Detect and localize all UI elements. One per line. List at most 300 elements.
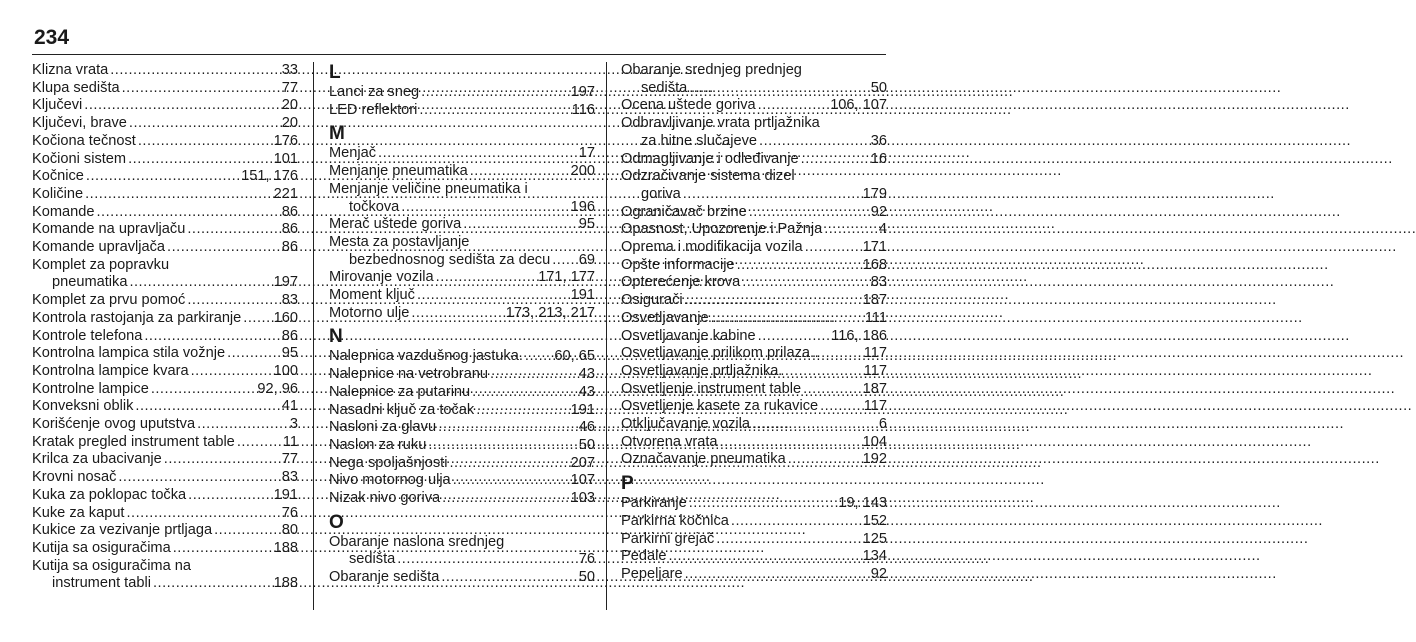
index-entry-pages: 36 [870,132,887,149]
index-entry-pages: 60, 65 [554,348,595,365]
dot-leader [685,292,861,310]
index-entry-term: Nalepnice na vetrobranu [329,366,489,383]
index-entry-line [621,495,887,513]
index-entry-term: Menjanje pneumatika [329,163,468,180]
dot-leader [118,469,279,487]
index-entry-term: Parkirni grejač [621,530,715,547]
index-entry [329,181,595,216]
dot-leader [780,363,861,381]
index-entry-pages: 83 [281,469,298,486]
index-entry-term: Konveksni oblik [32,398,134,415]
index-entry-line [32,381,298,399]
index-entry-pages: 92 [870,565,887,582]
index-entry-term: Parkirna kočnica [621,512,729,529]
index-entry [621,513,887,531]
index-entry-term: Komande [32,203,95,220]
index-entry [621,434,887,452]
index-entry-pages: 191 [570,401,595,418]
index-column-3 [621,62,887,584]
dot-leader [173,540,272,558]
index-entry-line [621,221,887,239]
index-entry-line [621,151,887,169]
dot-leader [788,451,861,469]
index-entry-term: Kontrolna lampice kvara [32,362,189,379]
index-entry-line [32,239,298,257]
index-entry [329,163,595,181]
index-entry-line [32,540,298,558]
dot-leader [436,269,537,287]
index-entry-term: Opterećenje krova [621,274,741,291]
index-entry-line [329,569,595,587]
dot-leader [463,216,577,234]
index-entry-pages: 107 [570,472,595,489]
index-entry-pages: 125 [862,530,887,547]
dot-leader [378,145,577,163]
index-entry-line [32,97,298,115]
index-entry-term: sedišta [641,79,688,96]
index-entry [32,434,298,452]
index-entry [621,204,887,222]
dot-leader [438,419,577,437]
index-entry-pages: 33 [281,62,298,78]
index-entry-line [621,531,887,549]
dot-leader [737,257,861,275]
index-entry [32,540,298,558]
index-entry-term: Kočioni sistem [32,150,127,167]
index-entry-term: Osvetljavanje prtljažnika [621,362,779,379]
index-entry-term: Odmagljivanje i odleđivanje [621,150,799,167]
dot-leader [689,80,869,98]
index-entry-pages: 46 [578,419,595,436]
index-entry-term: goriva [641,185,681,202]
index-entry-term: LED reflektori [329,101,418,118]
index-entry [621,398,887,416]
dot-leader [227,345,280,363]
dot-leader [122,80,280,98]
index-entry-term: Osvetljavanje [621,309,709,326]
index-entry-line [32,363,298,381]
dot-leader [110,62,280,80]
dot-leader [490,366,577,384]
index-entry-line [621,416,887,434]
index-entry-pages: 192 [862,451,887,468]
index-entry [621,328,887,346]
index-entry-line [329,163,595,181]
dot-leader [401,199,568,217]
index-entry-pages: 191 [570,287,595,304]
index-entry [621,416,887,434]
dot-leader [441,569,576,587]
dot-leader [749,204,869,222]
index-entry [329,348,595,366]
index-entry-term: Kočiona tečnost [32,132,136,149]
index-entry [32,257,298,292]
index-entry [32,186,298,204]
index-entry-term: Obaranje sedišta [329,569,440,586]
index-entry-term: Ograničavač brzine [621,203,747,220]
index-entry-pages: 11 [282,433,298,450]
index-entry [621,239,887,257]
dot-leader [397,551,577,569]
index-entry [32,451,298,469]
index-entry-term: Osvetljavanje kabine [621,327,756,344]
index-entry-pages: 151, 176 [241,168,298,185]
index-entry-term: Nizak nivo goriva [329,490,441,507]
index-entry-line [621,310,887,328]
index-entry-pages: 6 [878,416,887,433]
dot-leader [214,522,280,540]
index-entry [621,151,887,169]
index-entry [32,292,298,310]
index-entry [621,381,887,399]
index-entry-heading: Kutija sa osiguračima na [32,557,191,574]
index-entry-heading: Menjanje veličine pneumatika i [329,180,528,197]
index-entry [32,487,298,505]
index-entry-line [621,186,887,204]
index-entry [621,363,887,381]
index-entry-line [32,221,298,239]
index-entry-line [32,292,298,310]
index-entry-term: Lanci za sneg [329,84,420,100]
index-entry-line [329,455,595,473]
index-entry-pages: 134 [862,548,887,565]
index-entry [329,472,595,490]
index-entry-term: Nalepnice za putarinu [329,383,471,400]
index-entry [621,274,887,292]
index-entry [329,84,595,102]
index-entry-term: bezbednosnog sedišta za decu [349,251,551,268]
index-entry-term: Kuke za kaput [32,504,125,521]
index-entry [621,257,887,275]
index-entry-pages: 221 [273,185,298,202]
index-entry-term: Merač uštede goriva [329,216,462,233]
dot-leader [720,434,861,452]
index-entry-pages: 76 [281,504,298,521]
dot-leader [128,151,272,169]
index-entry-term: Kratak pregled instrument table [32,433,235,450]
dot-leader [237,434,281,452]
index-entry-line [32,186,298,204]
index-entry [329,437,595,455]
index-entry-line [329,287,595,305]
index-entry [621,62,887,97]
index-entry [329,145,595,163]
index-entry [329,455,595,473]
dot-leader [442,490,569,508]
index-entry-pages: 92, 96 [257,380,298,397]
dot-leader [472,384,577,402]
index-entry-term: Moment ključ [329,287,415,304]
index-entry-line [329,551,595,569]
index-entry [621,345,887,363]
index-entry [621,310,887,328]
index-entry [621,168,887,203]
index-entry [32,522,298,540]
index-entry-term: točkova [349,198,400,215]
index-entry-term: Komplet za prvu pomoć [32,292,186,309]
index-entry-term: Kočnice [32,168,84,185]
index-entry-pages: 16 [870,150,887,167]
index-entry-pages: 160 [273,309,298,326]
index-entry-pages: 77 [281,451,298,468]
index-entry-line [621,257,887,275]
index-entry-pages: 86 [281,221,298,238]
dot-leader [84,97,279,115]
index-entry [621,566,887,584]
index-entry-term: Otključavanje vozila [621,416,750,433]
index-entry-pages: 207 [570,454,595,471]
section-letter: L [329,62,341,83]
index-entry-line [329,102,595,120]
index-entry-term: Oprema i modifikacija vozila [621,239,803,256]
index-entry-line [329,366,595,384]
index-entry-term: sedišta [349,551,396,568]
index-entry [329,384,595,402]
index-entry-pages: 4 [878,221,887,238]
dot-leader [129,274,271,292]
index-entry-term: Označavanje pneumatika [621,451,786,468]
index-entry-line [621,204,887,222]
dot-leader [96,204,279,222]
section-letter: M [329,123,345,145]
index-entry-line [621,133,887,151]
index-entry [329,534,595,569]
index-entry-line [621,274,887,292]
index-entry-pages: 50 [578,436,595,453]
index-entry [329,216,595,234]
index-entry-term: Ocena uštede goriva [621,97,756,114]
index-entry-line [329,348,595,366]
index-entry-pages: 41 [281,398,298,415]
index-entry-line [32,487,298,505]
index-entry-pages: 200 [570,163,595,180]
index-entry-line [32,310,298,328]
index-entry-pages: 43 [578,366,595,383]
dot-leader [197,416,288,434]
index-entry-line [621,566,887,584]
dot-leader [167,239,280,257]
index-entry-term: Pepeljare [621,565,683,582]
dot-leader [187,292,279,310]
index-entry [621,451,887,469]
index-entry-line [32,328,298,346]
index-entry-pages: 92 [870,203,887,220]
index-entry-pages: 86 [281,239,298,256]
dot-leader [685,566,869,584]
index-entry-term: Menjač [329,145,377,162]
dot-leader [805,239,861,257]
dot-leader [138,133,272,151]
dot-leader [525,348,553,366]
index-entry-term: Ključevi, brave [32,115,127,132]
index-entry-line [32,345,298,363]
index-entry-pages: 101 [273,150,298,167]
dot-leader [86,168,239,186]
index-entry-term: Komande upravljača [32,239,166,256]
index-entry-pages: 83 [281,292,298,309]
index-entry-pages: 76 [578,551,595,568]
index-entry [32,381,298,399]
dot-leader [731,513,861,531]
dot-leader [453,472,569,490]
index-entry-term: Nega spoljašnjosti [329,454,448,471]
index-entry-term: Osvetljenje instrument table [621,380,802,397]
index-entry-pages: 77 [281,79,298,96]
index-entry-line [621,381,887,399]
index-entry [32,133,298,151]
index-entry-pages: 104 [862,433,887,450]
index-entry-term: Kontrole telefona [32,327,143,344]
index-entry [32,363,298,381]
dot-leader [243,310,271,328]
index-entry-pages: 20 [281,97,298,114]
index-entry [621,548,887,566]
index-entry-line [621,80,887,98]
index-entry [32,168,298,186]
index-entry-pages: 95 [578,216,595,233]
dot-leader [824,221,877,239]
index-entry-pages: 50 [870,79,887,96]
index-entry-line [621,513,887,531]
index-entry-pages: 196 [570,198,595,215]
dot-leader [803,381,861,399]
index-entry-pages: 100 [273,362,298,379]
dot-leader [820,398,862,416]
index-entry-pages: 50 [578,569,595,586]
index-entry-pages: 83 [870,274,887,291]
index-entry-term: Osvetljenje kasete za rukavice [621,398,819,415]
index-entry-pages: 188 [273,575,298,592]
index-entry-term: Kontrolne lampice [32,380,149,397]
index-entry [32,416,298,434]
index-entry-term: Kontrolna lampica stila vožnje [32,345,226,362]
section-letter: N [329,326,343,348]
index-entry [329,287,595,305]
index-entry-pages: 117 [863,345,887,362]
index-entry-term: Opšte informacije [621,256,735,273]
index-entry-line [32,133,298,151]
index-entry-term: Nivo motornog ulja [329,472,451,489]
index-column-2 [329,62,595,587]
index-entry [329,102,595,120]
index-entry-term: Klizna vrata [32,62,109,78]
dot-leader [135,398,279,416]
dot-leader [191,363,272,381]
index-entry [329,569,595,587]
dot-leader [711,310,863,328]
index-entry-line [32,168,298,186]
index-entry-pages: 95 [281,345,298,362]
dot-leader [164,451,280,469]
dot-leader [683,186,861,204]
index-entry-pages: 103 [570,490,595,507]
index-entry-line [329,472,595,490]
index-entry-line [32,62,298,80]
dot-leader [552,252,577,270]
index-entry [32,345,298,363]
dot-leader [188,487,272,505]
index-entry-pages: 17 [578,145,595,162]
index-entry [329,269,595,287]
index-entry-line [621,363,887,381]
index-entry-pages: 179 [862,185,887,202]
index-entry-pages: 19, 143 [838,495,887,512]
index-entry [32,310,298,328]
index-entry-term: Motorno ulje [329,304,410,321]
index-entry-term: instrument tabli [52,575,151,592]
dot-leader [801,151,869,169]
index-entry-pages: 86 [281,327,298,344]
index-entry [621,495,887,513]
index-entry-term: Opasnost, Upozorenje i Pažnja [621,221,823,238]
index-entry [621,97,887,115]
dot-leader [689,495,837,513]
index-entry-line [32,151,298,169]
index-entry-term: Kontrola rastojanja za parkiranje [32,309,242,326]
index-entry [32,239,298,257]
dot-leader [411,305,503,323]
index-entry-term: Korišćenje ovog uputstva [32,416,196,433]
index-entry [621,115,887,150]
index-entry-pages: 188 [273,539,298,556]
index-entry-term: Klupa sedišta [32,79,120,96]
index-entry [32,558,298,593]
index-entry [32,505,298,523]
dot-leader [758,328,830,346]
index-entry [329,402,595,420]
index-entry-pages: 86 [281,203,298,220]
index-entry-line [329,402,595,420]
index-entry [329,234,595,269]
index-entry-heading: Odzračivanje sistema dizel [621,168,795,185]
index-entry-pages: 111 [864,309,887,326]
index-entry-line [621,345,887,363]
index-entry-line [32,204,298,222]
index-entry [621,531,887,549]
index-entry [329,305,595,323]
index-entry-pages: 117 [863,362,887,379]
index-entry-pages: 152 [862,512,887,529]
index-entry-line [32,522,298,540]
dot-leader [187,221,279,239]
index-entry-line [329,216,595,234]
section-letter: O [329,511,344,533]
dot-leader [752,416,877,434]
index-column-1 [32,62,298,593]
index-entry-term: Kutija sa osiguračima [32,539,171,556]
index-entry-term: za hitne slučajeve [641,132,758,149]
index-entry [32,115,298,133]
dot-leader [476,402,568,420]
index-entry-line [32,398,298,416]
index-entry-pages: 69 [578,251,595,268]
dot-leader [716,531,860,549]
index-entry-pages: 187 [862,380,887,397]
index-entry-pages: 187 [862,292,887,309]
index-entry-line [32,451,298,469]
index-entry-term: Ključevi [32,97,83,114]
index-entry-pages: 106, 107 [830,97,887,114]
page-number: 234 [34,26,70,49]
index-entry-line [32,115,298,133]
index-entry-heading: Odbravljivanje vrata prtljažnika [621,115,820,132]
index-entry-pages: 80 [281,522,298,539]
index-entry [32,204,298,222]
index-entry-pages: 173, 213, 217 [505,304,595,321]
index-entry-line [621,328,887,346]
index-entry-line [32,416,298,434]
index-entry [329,490,595,508]
